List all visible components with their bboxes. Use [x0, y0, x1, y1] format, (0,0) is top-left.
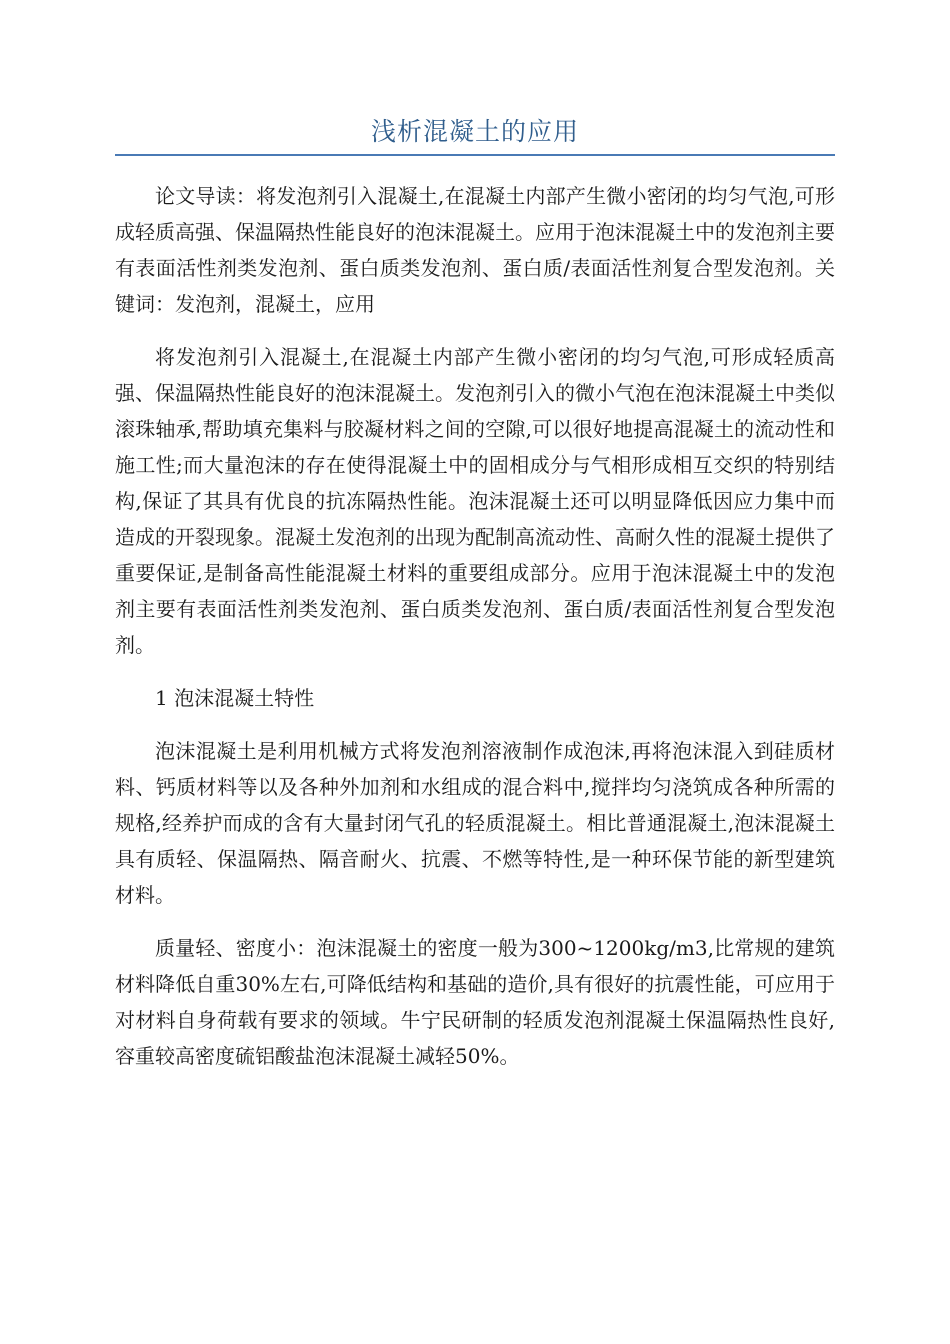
paragraph-lightweight: 质量轻、密度小：泡沫混凝土的密度一般为300~1200kg/m3,比常规的建筑材料降低自重30%左右,可降低结构和基础的造价,具有很好的抗震性能，可应用于对材料自身荷载有要求的领域。牛宁民研制的轻质发泡剂混凝土保温隔热性良好,容重较高密度硫铝酸盐泡沫混凝土减轻50%。 [115, 936, 835, 1068]
paragraph-characteristics: 泡沫混凝土是利用机械方式将发泡剂溶液制作成泡沫,再将泡沫混入到硅质材料、钙质材料等以及各种外加剂和水组成的混合料中,搅拌均匀浇筑成各种所需的规格,经养护而成的含有大量封闭气孔的轻质混凝土。相比普通混凝土,泡沫混凝土具有质轻、保温隔热、隔音耐火、抗震、不燃等特性,是一种环保节能的新型建筑材料。 [115, 739, 835, 907]
document-body [115, 178, 835, 1074]
paragraph-intro: 将发泡剂引入混凝土,在混凝土内部产生微小密闭的均匀气泡,可形成轻质高强、保温隔热性能良好的泡沫混凝土。发泡剂引入的微小气泡在泡沫混凝土中类似滚珠轴承,帮助填充集料与胶凝材料之间的空隙,可以很好地提高混凝土的流动性和施工性;而大量泡沫的存在使得混凝土中的固相成分与气相形成相互交织的特别结构,保证了其具有优良的抗冻隔热性能。泡沫混凝土还可以明显降低因应力集中而造成的开裂现象。混凝土发泡剂的出现为配制高流动性、高耐久性的混凝土提供了重要保证,是制备高性能混凝土材料的重要组成部分。应用于泡沫混凝土中的发泡剂主要有表面活性剂类发泡剂、蛋白质类发泡剂、蛋白质/表面活性剂复合型发泡剂。 [115, 345, 835, 657]
section-heading: 1 泡沫混凝土特性 [155, 686, 315, 710]
title-block [115, 112, 835, 156]
paragraph-abstract: 论文导读：将发泡剂引入混凝土,在混凝土内部产生微小密闭的均匀气泡,可形成轻质高强、保温隔热性能良好的泡沫混凝土。应用于泡沫混凝土中的发泡剂主要有表面活性剂类发泡剂、蛋白质类发泡剂、蛋白质/表面活性剂复合型发泡剂。关键词：发泡剂，混凝土，应用 [115, 184, 835, 316]
document-title: 浅析混凝土的应用 [370, 117, 579, 146]
title-underline [115, 154, 835, 156]
